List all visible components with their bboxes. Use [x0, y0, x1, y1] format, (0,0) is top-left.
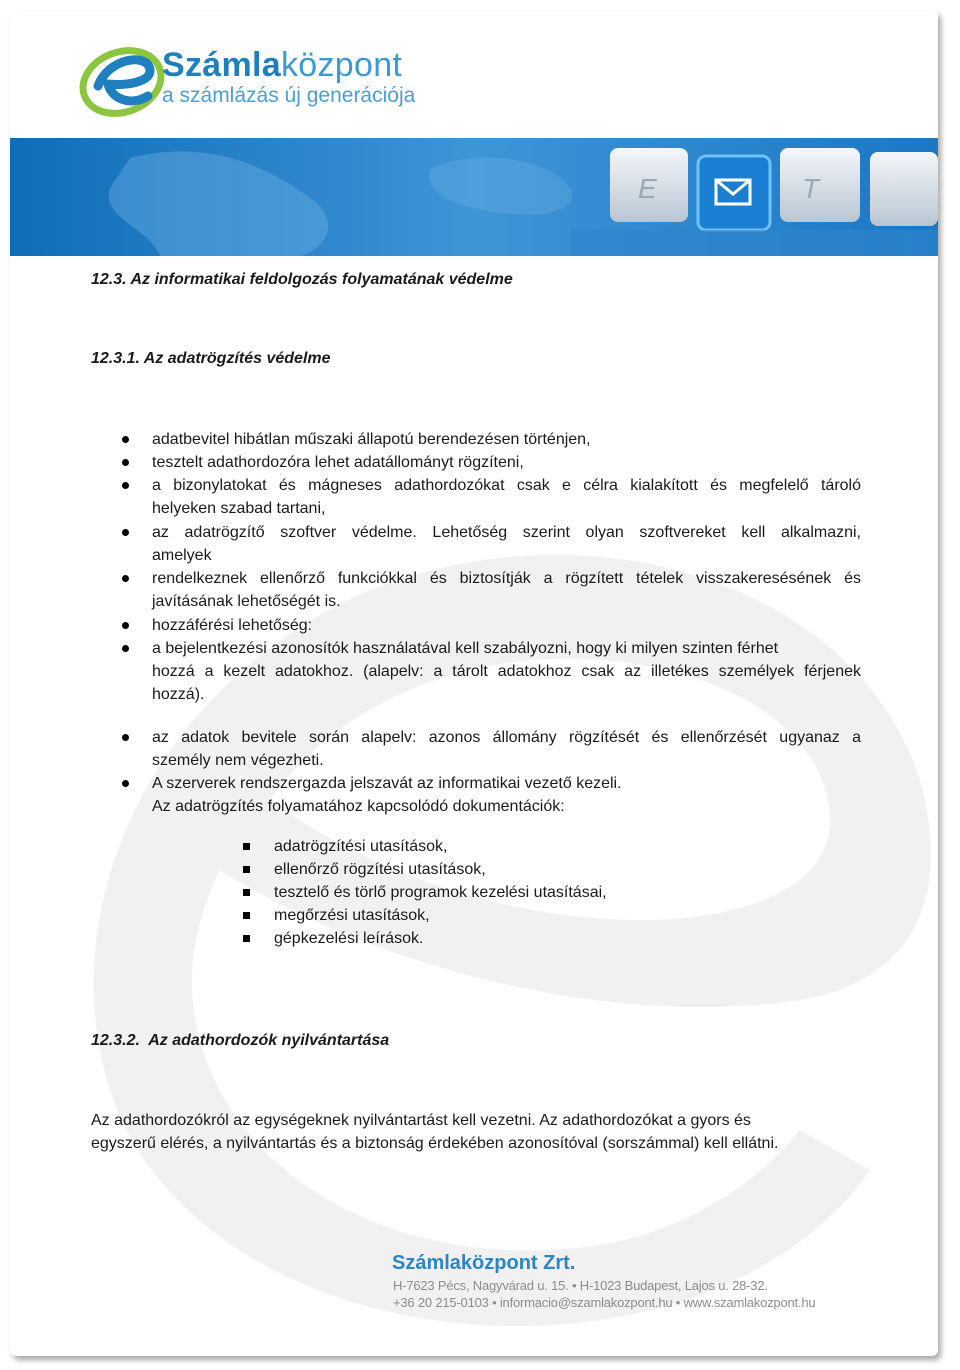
doc-item: tesztelő és törlő programok kezelési utasításai,	[274, 884, 607, 901]
footer-company: Számlaközpont Zrt.	[392, 1252, 576, 1274]
footer-address: H-7623 Pécs, Nagyvárad u. 15. • H-1023 Budapest, Lajos u. 28-32.	[393, 1278, 768, 1293]
list-intro: Az adatrögzítés folyamatához kapcsolódó dokumentációk:	[152, 798, 565, 815]
list-item: hozzáférési lehetőség:	[152, 617, 313, 634]
doc-item: gépkezelési leírások.	[274, 930, 424, 947]
doc-item: adatrögzítési utasítások,	[274, 838, 448, 855]
svg-text:T: T	[802, 173, 820, 204]
list-item-continuation: személy nem végezheti.	[152, 752, 324, 769]
paragraph-line: egyszerű elérés, a nyilvántartás és a biztonság érdekében azonosítóval (sorszámmal) kell ellátni.	[91, 1135, 779, 1152]
footer-contact: +36 20 215-0103 • informacio@szamlakozpont.hu • www.szamlakozpont.hu	[393, 1295, 816, 1310]
square-bullet	[243, 843, 250, 850]
bullet	[122, 622, 129, 629]
logo-wordmark: Számlaközpont	[162, 46, 403, 84]
bullet	[122, 459, 129, 466]
list-item-continuation: amelyek	[152, 547, 212, 564]
section-title: 12.3. Az informatikai feldolgozás folyamatának védelme	[91, 271, 513, 288]
svg-text:E: E	[638, 173, 657, 204]
subsection-title-2: 12.3.2. Az adathordozók nyilvántartása	[91, 1032, 390, 1049]
bullet	[122, 734, 129, 741]
logo-subtitle: a számlázás új generációja	[162, 84, 416, 107]
list-item-continuation: helyeken szabad tartani,	[152, 500, 326, 517]
list-item: rendelkeznek ellenőrző funkciókkal és biztosítják a rögzített tételek visszakeresésének és	[152, 570, 861, 587]
bullet	[122, 482, 129, 489]
doc-item: ellenőrző rögzítési utasítások,	[274, 861, 486, 878]
list-item: adatbevitel hibátlan műszaki állapotú berendezésen történjen,	[152, 431, 591, 448]
list-item-continuation: hozzá).	[152, 686, 205, 703]
paragraph-line: Az adathordozókról az egységeknek nyilvántartást kell vezetni. Az adathordozókat a gyors és	[91, 1112, 751, 1129]
bullet	[122, 529, 129, 536]
subsection-title-1: 12.3.1. Az adatrögzítés védelme	[91, 350, 331, 367]
doc-item: megőrzési utasítások,	[274, 907, 430, 924]
square-bullet	[243, 912, 250, 919]
bullet	[122, 575, 129, 582]
list-item: az adatok bevitele során alapelv: azonos állomány rögzítését és ellenőrzését ugyanaz a	[152, 729, 861, 746]
list-item: az adatrögzítő szoftver védelme. Lehetőség szerint olyan szoftvereket kell alkalmazni,	[152, 524, 861, 541]
list-item: a bejelentkezési azonosítók használatával kell szabályozni, hogy ki milyen szinten férhet	[152, 640, 779, 657]
square-bullet	[243, 889, 250, 896]
document-page	[10, 10, 938, 1356]
square-bullet	[243, 866, 250, 873]
list-item-continuation: hozzá a kezelt adatokhoz. (alapelv: a tárolt adatokhoz csak az illetékes személyek férjenek	[152, 663, 861, 680]
bullet	[122, 436, 129, 443]
list-item: a bizonylatokat és mágneses adathordozókat csak e célra kialakított és megfelelő tároló	[152, 477, 861, 494]
list-item: tesztelt adathordozóra lehet adatállományt rögzíteni,	[152, 454, 524, 471]
bullet	[122, 645, 129, 652]
document-content	[10, 10, 938, 1356]
list-item: A szerverek rendszergazda jelszavát az informatikai vezető kezeli.	[152, 775, 622, 792]
bullet	[122, 780, 129, 787]
square-bullet	[243, 935, 250, 942]
list-item-continuation: javításának lehetőségét is.	[152, 593, 341, 610]
